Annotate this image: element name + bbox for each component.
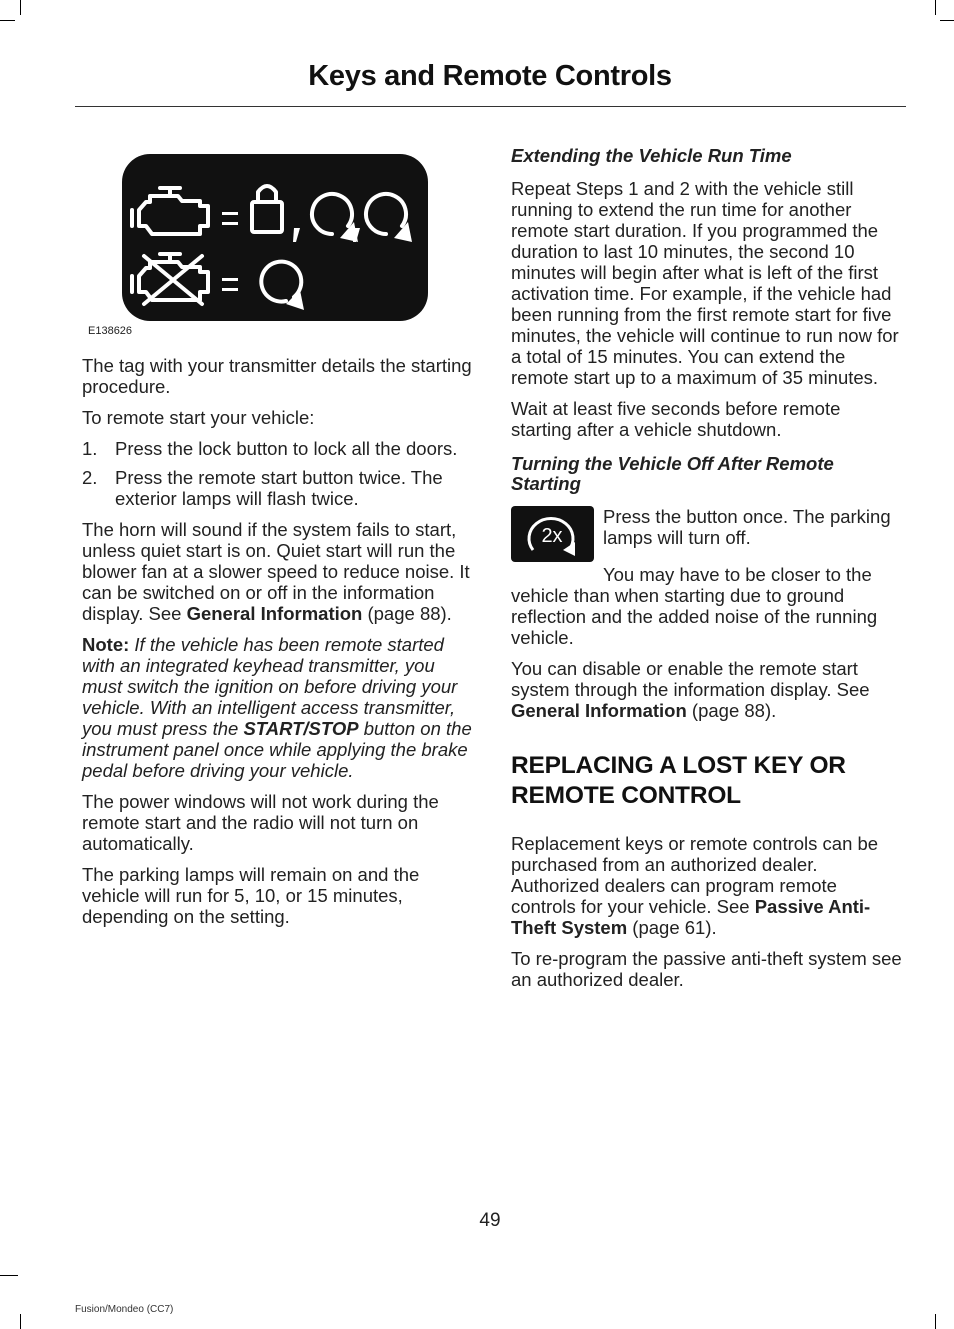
paragraph: You may have to be closer to the vehicle than when starting due to ground reflection and the added noise of the running vehicle. (511, 564, 878, 648)
paragraph: The parking lamps will remain on and the vehicle will run for 5, 10, or 15 minutes, depending on the setting. (82, 864, 420, 927)
note (82, 634, 474, 781)
note-emphasis: START/STOP (243, 718, 359, 739)
figure-id: E138626 (88, 325, 133, 337)
paragraph-text: You can disable or enable the remote start system through the information display. See (511, 658, 870, 700)
list-text: Press the remote start button twice. The exterior lamps will flash twice. (115, 467, 443, 509)
list-number: 2. (82, 467, 98, 488)
right-column (511, 140, 903, 1000)
remote-start-arrow-icon (366, 194, 406, 234)
note-text: button on the instrument panel once while applying the brake pedal before driving your vehicle. (82, 718, 472, 781)
paragraph: Repeat Steps 1 and 2 with the vehicle still running to extend the run time for another remote start duration. If you programmed the duration to last 10 minutes, the second 10 minutes will begin after what is left of the first activation time. For example, if the vehicle had been running from the first remote start for five minutes, the vehicle will continue to run now for a total of 15 minutes. You can extend the remote start up to a maximum of 35 minutes. (511, 178, 899, 388)
remote-start-diagram (122, 154, 428, 321)
crop-mark (935, 0, 936, 15)
page-reference: (page 61). (627, 917, 717, 938)
cross-reference-link[interactable]: General Information (186, 603, 363, 624)
crop-mark (0, 20, 15, 21)
cross-reference-link[interactable]: General Information (511, 700, 687, 721)
paragraph: To re-program the passive anti-theft system see an authorized dealer. (511, 948, 902, 990)
header-divider (75, 106, 906, 107)
crop-mark (0, 1275, 18, 1276)
icon-paragraph (511, 506, 903, 564)
subsection-heading: Extending the Vehicle Run Time (511, 145, 792, 166)
paragraph (511, 658, 903, 721)
button-label: 2x (541, 525, 563, 547)
remote-start-button-icon (511, 506, 594, 562)
note-label: Note: (82, 634, 130, 655)
paragraph: Press the button once. The parking lamps will turn off. (603, 506, 891, 548)
crop-mark (20, 1314, 21, 1329)
engine-off-icon (132, 254, 208, 304)
cross-reference-link[interactable]: Passive Anti-Theft System (511, 896, 871, 938)
paragraph-text: The horn will sound if the system fails to start, unless quiet start is on. Quiet start will run the blower fan at a slower speed to reduce noise. It can be switched on or off in the information display. See (82, 519, 470, 624)
remote-start-arrow-icon (312, 194, 352, 234)
paragraph: The tag with your transmitter details the starting procedure. (82, 355, 472, 397)
footer-model: Fusion/Mondeo (CC7) (75, 1304, 174, 1315)
remote-start-figure (122, 154, 428, 321)
page-reference: (page 88). (362, 603, 452, 624)
page-number: 49 (479, 1210, 501, 1231)
crop-mark (935, 1314, 936, 1329)
crop-mark (940, 20, 954, 21)
paragraph: Wait at least five seconds before remote starting after a vehicle shutdown. (511, 398, 841, 440)
steps-list (82, 438, 474, 509)
left-column (82, 140, 474, 937)
note-text: If the vehicle has been remote started with an integrated keyhead transmitter, you must switch the ignition on before driving your vehicle. With an intelligent access transmitter, you must press the (82, 634, 458, 739)
paragraph: To remote start your vehicle: (82, 407, 315, 428)
paragraph-text: Replacement keys or remote controls can be purchased from an authorized dealer. Authorized dealers can program remote controls for your vehicle. See (511, 833, 879, 917)
paragraph (511, 833, 903, 938)
paragraph: The power windows will not work during the remote start and the radio will not turn on automatically. (82, 791, 439, 854)
engine-icon (132, 188, 208, 234)
section-heading: REPLACING A LOST KEY OR REMOTE CONTROL (511, 752, 846, 809)
list-text: Press the lock button to lock all the doors. (115, 438, 458, 459)
lock-icon (252, 186, 282, 232)
page-reference: (page 88). (686, 700, 777, 721)
list-item (82, 438, 474, 459)
subsection-heading: Turning the Vehicle Off After Remote Starting (511, 453, 834, 494)
list-number: 1. (82, 438, 98, 459)
paragraph (82, 519, 474, 624)
crop-mark (20, 0, 21, 15)
page-title: Keys and Remote Controls (308, 60, 672, 92)
list-item (82, 467, 474, 509)
